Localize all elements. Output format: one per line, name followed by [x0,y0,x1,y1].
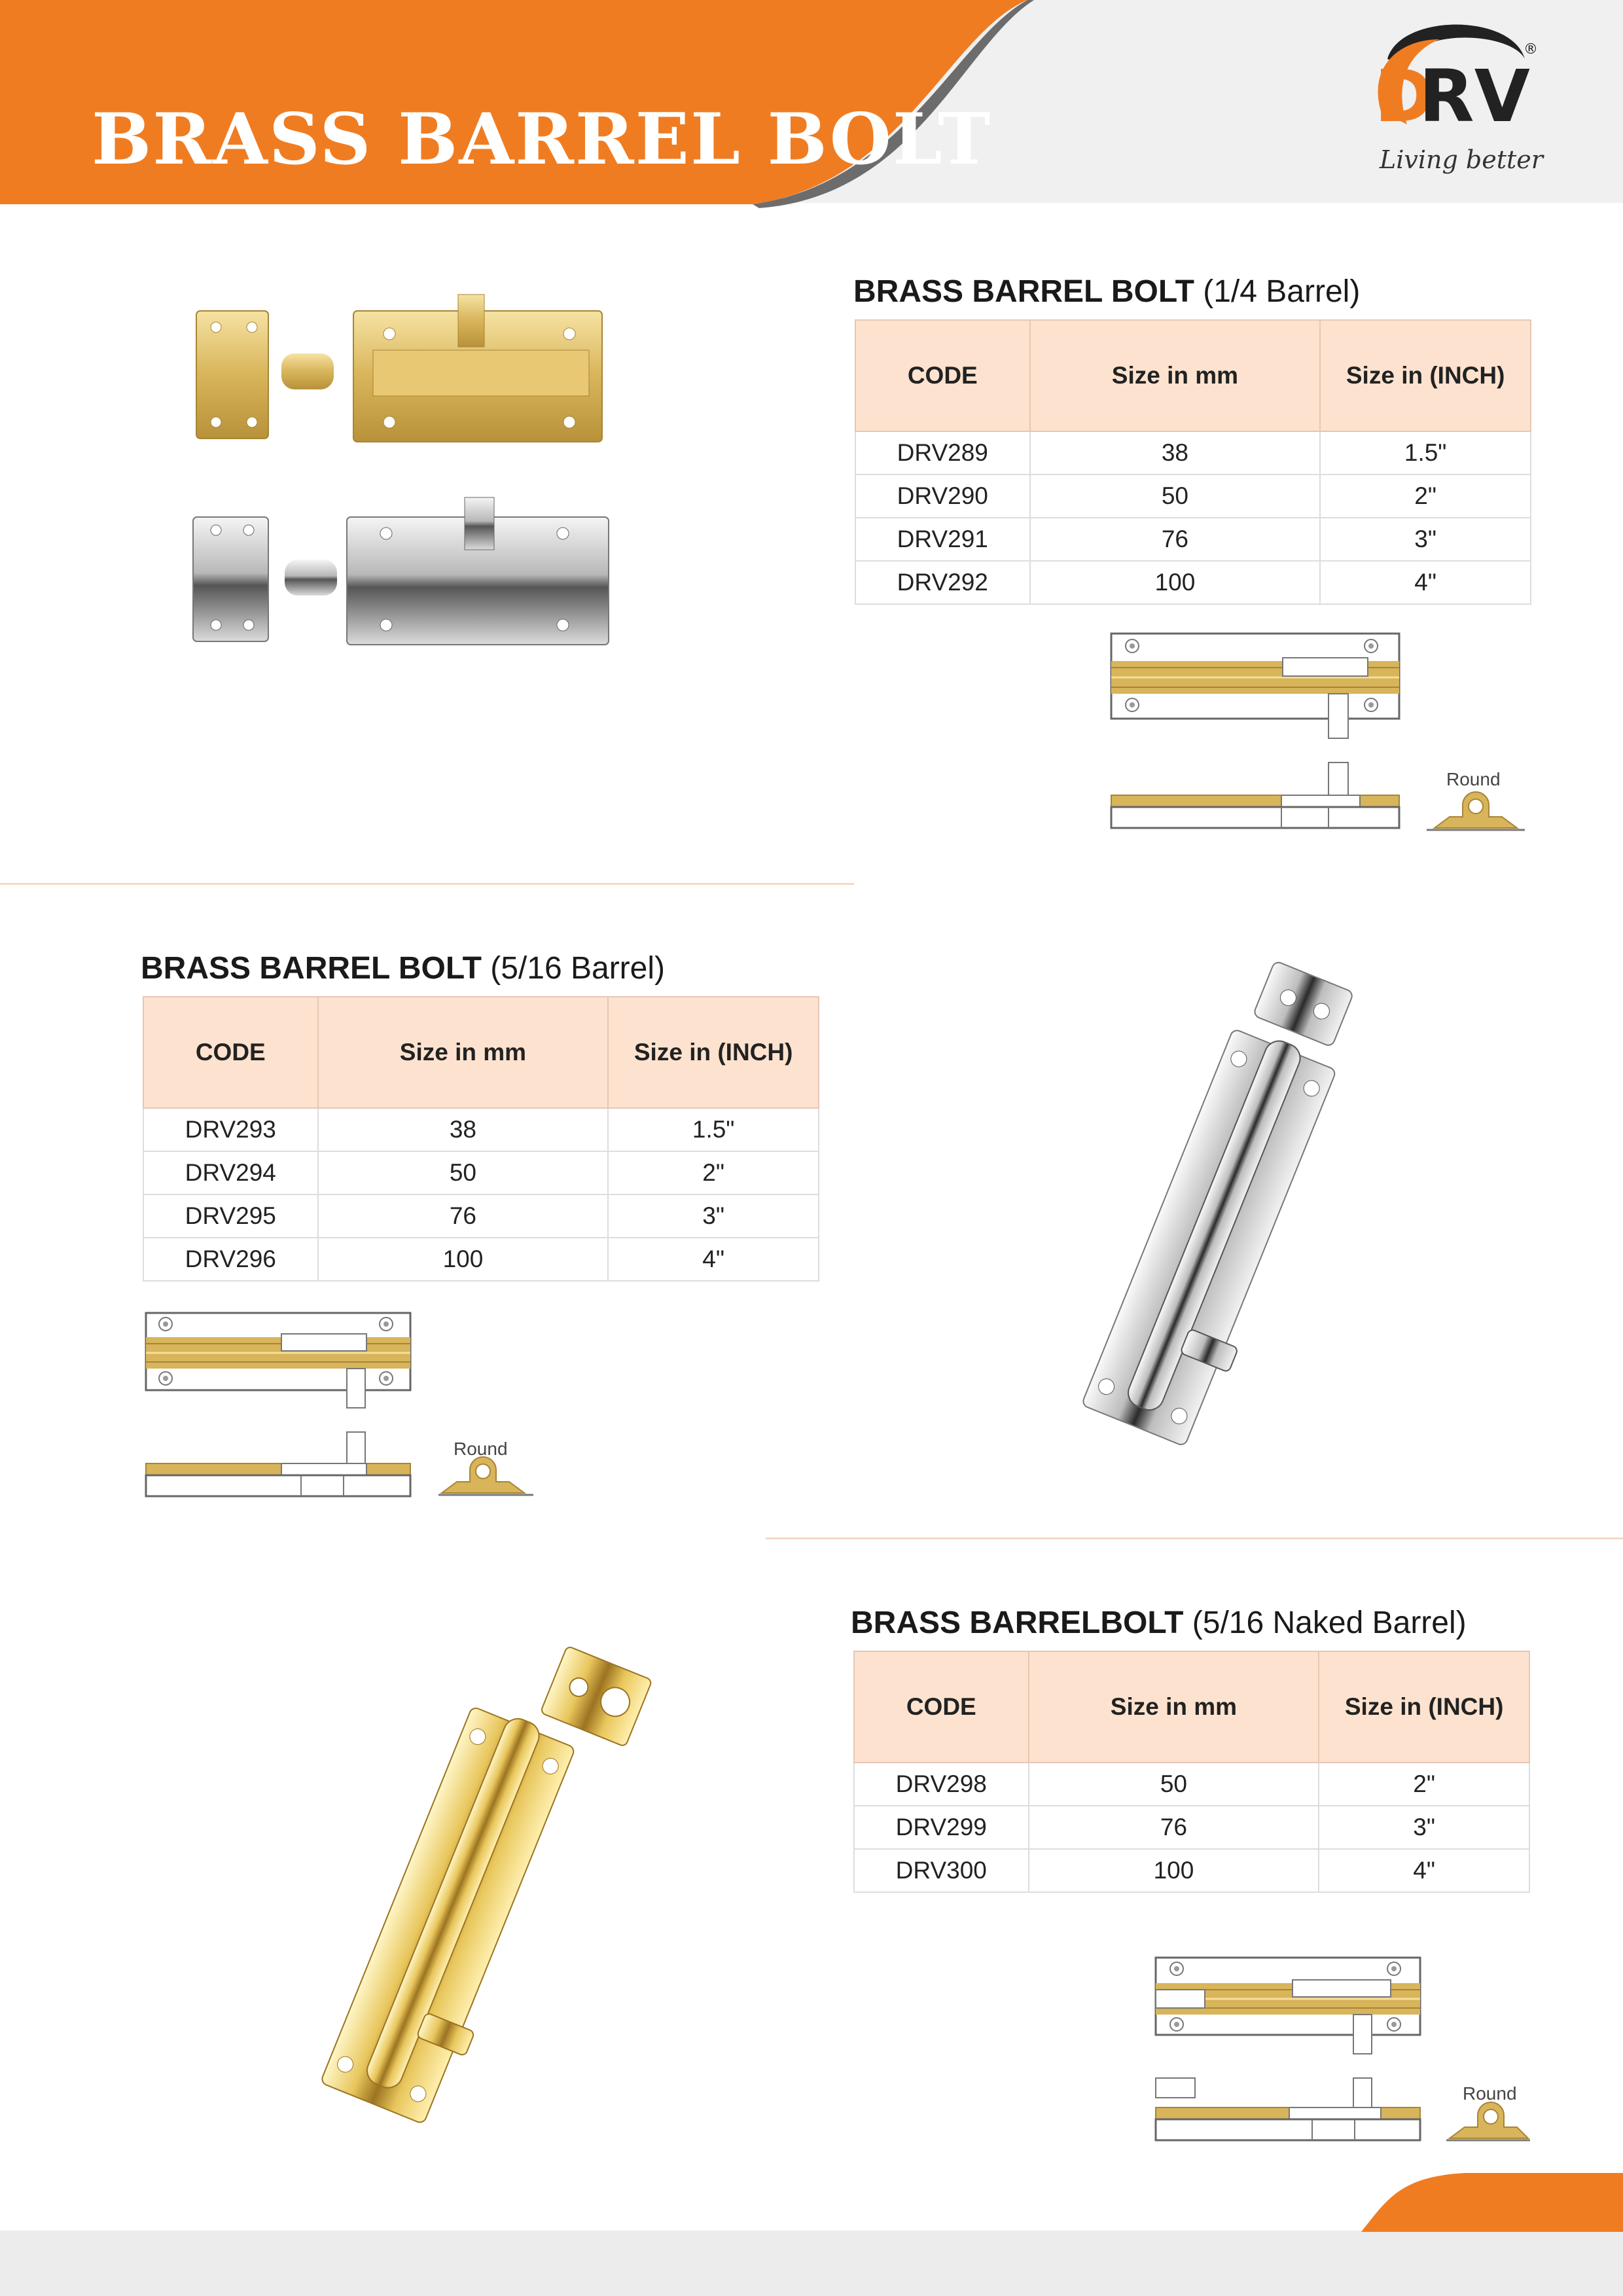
column-header-code: CODE [855,320,1030,431]
table-row: DRV293 38 1.5" [143,1108,819,1151]
spec-table-five-sixteenth-barrel [143,996,819,1282]
column-header-code: CODE [143,997,318,1108]
spec-table-quarter-barrel [855,319,1531,605]
table-row: DRV289 38 1.5" [855,431,1531,475]
section-title-naked-barrel: BRASS BARRELBOLT (5/16 Naked Barrel) [851,1605,1467,1640]
logo-letters-rv: RV [1419,54,1530,138]
table-row: DRV299 76 3" [854,1806,1529,1849]
table-row: DRV295 76 3" [143,1194,819,1238]
table-row: DRV290 50 2" [855,475,1531,518]
registered-mark: ® [1524,41,1538,58]
technical-drawing-quarter-barrel [1106,628,1525,838]
technical-drawing-naked-barrel [1152,1954,1531,2150]
table-row: DRV292 100 4" [855,561,1531,604]
product-photo-brass-naked-bolt [275,1623,681,2147]
column-header-code: CODE [854,1651,1029,1763]
section-title-five-sixteenth-barrel: BRASS BARREL BOLT (5/16 Barrel) [141,951,666,986]
table-header-row [854,1651,1529,1763]
round-label: Round [454,1439,508,1459]
footer-bar [0,2231,1623,2296]
column-header-size-inch: Size in (INCH) [608,997,819,1108]
table-row: DRV294 50 2" [143,1151,819,1194]
table-row: DRV296 100 4" [143,1238,819,1281]
section-divider [766,1537,1623,1539]
footer-accent [1361,2173,1623,2232]
column-header-size-mm: Size in mm [1029,1651,1319,1763]
column-header-size-mm: Size in mm [1030,320,1321,431]
logo-letter-d: D [1374,54,1435,138]
round-label: Round [1446,769,1501,789]
table-header-row [143,997,819,1108]
technical-drawing-five-sixteenth-barrel [141,1308,560,1517]
section-title-quarter-barrel: BRASS BARREL BOLT (1/4 Barrel) [853,274,1361,309]
column-header-size-mm: Size in mm [318,997,609,1108]
table-row: DRV291 76 3" [855,518,1531,561]
column-header-size-inch: Size in (INCH) [1319,1651,1529,1763]
table-header-row [855,320,1531,431]
table-row: DRV298 50 2" [854,1763,1529,1806]
product-photo-chrome-bolt [1047,956,1414,1466]
product-photo-quarter-barrel [157,281,668,661]
table-row: DRV300 100 4" [854,1849,1529,1892]
logo-tagline: Living better [1380,145,1543,174]
page-title: BRASS BARREL BOLT [92,98,992,181]
spec-table-naked-barrel [853,1651,1530,1893]
section-divider [0,883,854,885]
round-label: Round [1463,2083,1517,2104]
column-header-size-inch: Size in (INCH) [1320,320,1531,431]
